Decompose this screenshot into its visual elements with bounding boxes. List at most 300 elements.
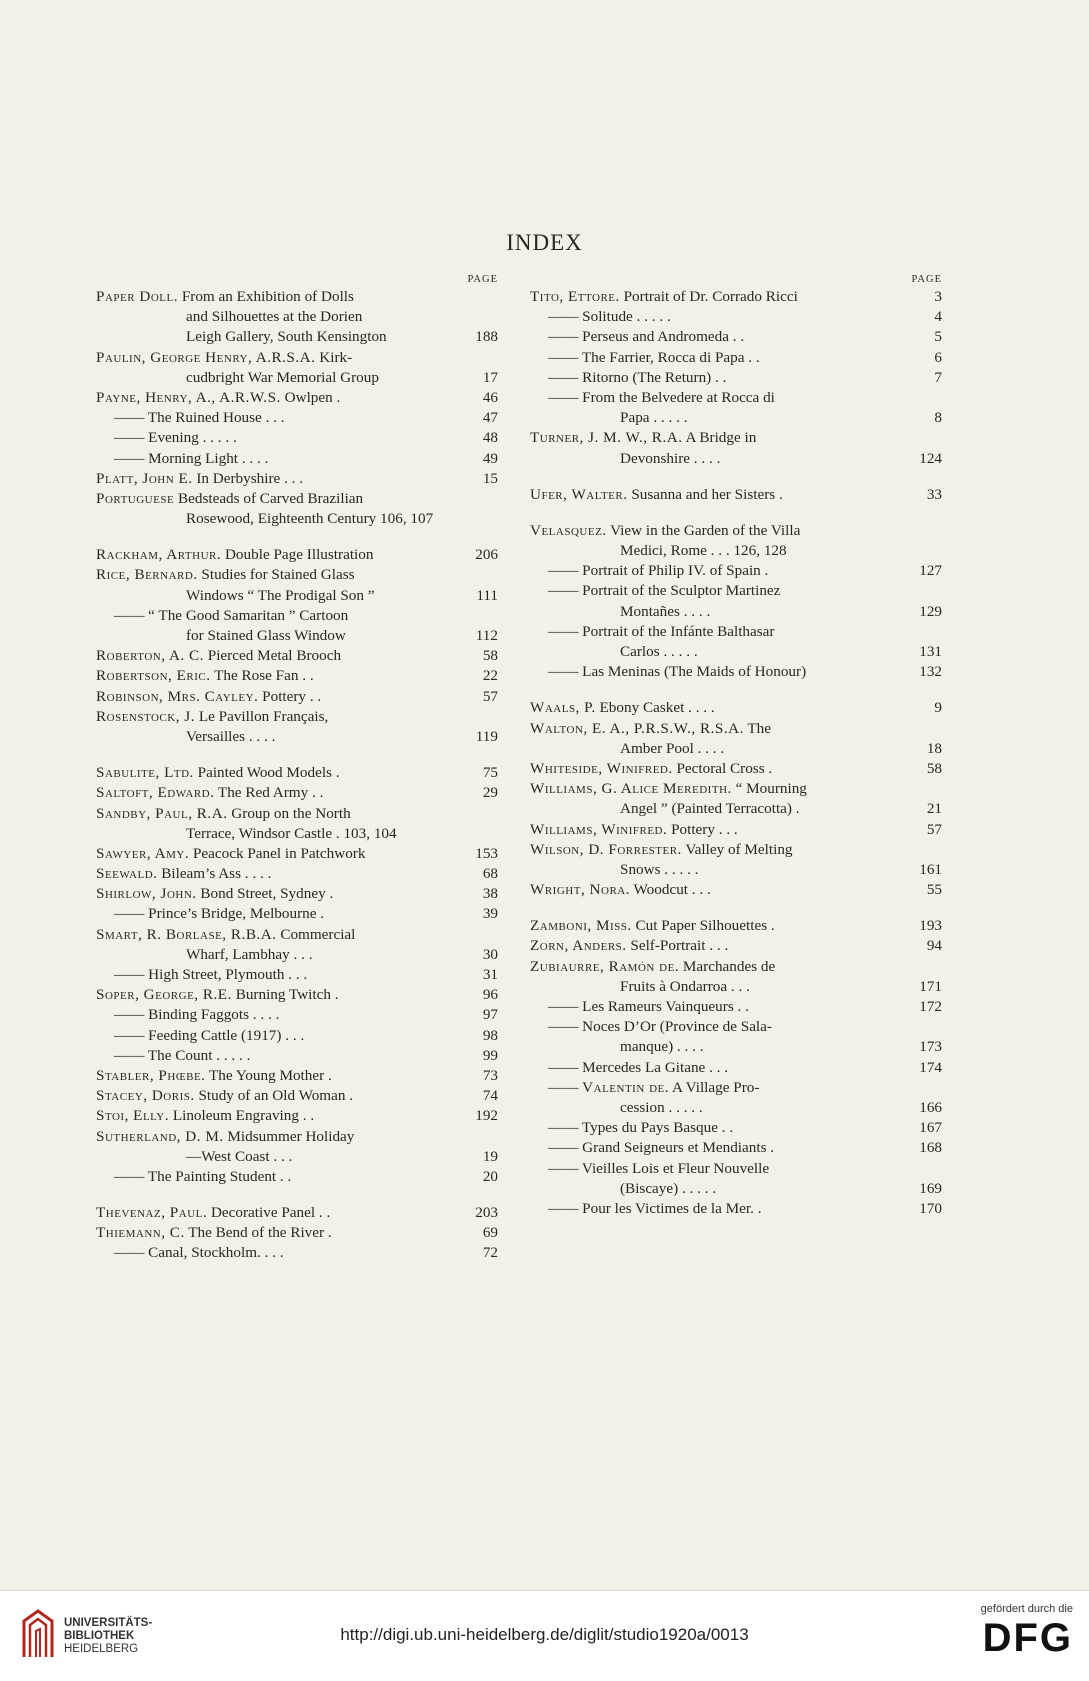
entry-text: Portuguese Bedsteads of Carved Brazilian	[96, 489, 364, 507]
entry-text: Montañes . . . .	[620, 602, 711, 620]
index-entry-line	[530, 840, 942, 860]
index-entry	[530, 840, 942, 880]
index-entry	[96, 287, 498, 348]
index-entry	[530, 957, 942, 997]
index-entry-line	[530, 820, 942, 840]
page-number: 22	[482, 667, 498, 685]
index-entry-line	[530, 1118, 942, 1138]
index-entry	[96, 408, 498, 428]
index-entry-line	[530, 1199, 942, 1219]
entry-text: —— The Farrier, Rocca di Papa . .	[548, 348, 760, 366]
index-entry-line	[96, 1127, 498, 1147]
page-number: 188	[475, 328, 498, 346]
index-entry-line	[530, 719, 942, 739]
index-entry	[530, 561, 942, 581]
entry-text: Williams, G. Alice Meredith. “ Mourning	[530, 780, 807, 798]
section-gap	[96, 1187, 498, 1203]
index-entry	[96, 348, 498, 388]
index-entry	[96, 646, 498, 666]
page-number: 21	[926, 800, 942, 818]
entry-text: —— Ritorno (The Return) . .	[548, 368, 727, 386]
entry-text: Payne, Henry, A., A.R.W.S. Owlpen .	[96, 388, 341, 406]
page-number: 173	[919, 1038, 942, 1056]
index-entry-line	[96, 727, 498, 747]
page-number: 192	[475, 1107, 498, 1125]
entry-text: and Silhouettes at the Dorien	[186, 308, 363, 326]
entry-text: Waals, P. Ebony Casket . . . .	[530, 699, 715, 717]
index-entry	[96, 864, 498, 884]
page-number: 75	[482, 764, 498, 782]
entry-text: —— Valentin de. A Village Pro-	[548, 1078, 760, 1096]
page-number: 58	[926, 759, 942, 777]
index-entry-line	[96, 1026, 498, 1046]
entry-text: Rosenstock, J. Le Pavillon Français,	[96, 707, 329, 725]
index-entry-line	[96, 707, 498, 727]
page-number: 15	[482, 469, 498, 487]
index-entry-line	[530, 1179, 942, 1199]
page-number: 99	[482, 1046, 498, 1064]
entry-text: Paper Doll. From an Exhibition of Dolls	[96, 288, 354, 305]
page-number: 193	[919, 917, 942, 935]
page-title: INDEX	[506, 230, 583, 255]
index-entry-line	[96, 509, 498, 529]
index-entry-line	[96, 327, 498, 347]
page-number: 20	[482, 1167, 498, 1185]
entry-text: Williams, Winifred. Pottery . . .	[530, 820, 738, 838]
index-entry	[530, 348, 942, 368]
index-entry-line	[96, 884, 498, 904]
index-entry-line	[530, 1058, 942, 1078]
section-gap	[96, 747, 498, 763]
entry-text: —— Binding Faggots . . . .	[114, 1006, 280, 1024]
entry-text: —— Pour les Victimes de la Mer. .	[548, 1199, 762, 1217]
entry-text: Wharf, Lambhay . . .	[186, 945, 313, 963]
index-entry-line	[96, 1046, 498, 1066]
entry-text: Soper, George, R.E. Burning Twitch .	[96, 986, 339, 1004]
index-entry	[96, 469, 498, 489]
entry-text: Wright, Nora. Woodcut . . .	[530, 881, 711, 899]
page-number: 31	[482, 966, 498, 983]
entry-text: —— Morning Light . . . .	[114, 449, 269, 467]
entry-text: Whiteside, Winifred. Pectoral Cross .	[530, 759, 773, 777]
index-entry-line	[530, 541, 942, 561]
page-number: 97	[482, 1006, 498, 1024]
entry-text: Tito, Ettore. Portrait of Dr. Corrado Ricci	[530, 288, 798, 305]
entry-text: —— Canal, Stockholm. . . .	[114, 1244, 284, 1262]
index-entry-line	[96, 348, 498, 368]
page-number: 57	[926, 820, 942, 838]
index-entry	[530, 779, 942, 819]
entry-text: —— The Painting Student . .	[114, 1167, 292, 1185]
page-number: 47	[482, 409, 498, 427]
index-entry-line	[96, 1106, 498, 1126]
section-gap	[530, 900, 942, 916]
entry-text: Rice, Bernard. Studies for Stained Glass	[96, 566, 355, 584]
index-entry-line	[530, 759, 942, 779]
entry-text: Robinson, Mrs. Cayley. Pottery . .	[96, 687, 322, 705]
index-entry	[96, 1086, 498, 1106]
index-entry	[530, 698, 942, 718]
index-entry-line	[96, 545, 498, 565]
index-entry-line	[530, 602, 942, 622]
index-entry-line	[530, 307, 942, 327]
page-number: 169	[919, 1179, 942, 1197]
section-gap	[530, 505, 942, 521]
index-entry-line	[96, 388, 498, 408]
index-entry-line	[96, 368, 498, 388]
index-entry-line	[530, 1017, 942, 1037]
index-entry	[530, 485, 942, 505]
page-number: 132	[919, 663, 942, 681]
logo-line-1: UNIVERSITÄTS-	[64, 1617, 153, 1629]
page-number: 206	[475, 546, 498, 564]
index-entry-line	[96, 965, 498, 985]
entry-text: —— Prince’s Bridge, Melbourne .	[114, 905, 325, 923]
entry-text: Carlos . . . . .	[620, 643, 698, 660]
entry-text: Rackham, Arthur. Double Page Illustration	[96, 546, 374, 564]
index-entry-line	[530, 880, 942, 900]
index-entry-line	[96, 606, 498, 626]
index-entry-line	[530, 485, 942, 505]
entry-text: —— Solitude . . . . .	[548, 308, 671, 326]
dfg-logo[interactable]	[953, 1603, 1073, 1673]
page-number: 98	[482, 1026, 498, 1044]
index-entry-line	[530, 348, 942, 368]
index-entry	[96, 707, 498, 747]
index-column-left	[96, 273, 498, 1264]
funder-name: DFG	[982, 1616, 1073, 1660]
index-entry-line	[530, 997, 942, 1017]
entry-text: Stoi, Elly. Linoleum Engraving . .	[96, 1107, 315, 1125]
index-entry-line	[96, 449, 498, 469]
index-entry	[96, 428, 498, 448]
page-column-label: PAGE	[911, 274, 942, 285]
index-entry-line	[530, 368, 942, 388]
logo-line-2: BIBLIOTHEK	[64, 1630, 135, 1642]
section-gap	[530, 469, 942, 485]
index-entry-line	[96, 824, 498, 844]
page-number: 203	[475, 1204, 498, 1222]
index-column-right	[530, 273, 942, 1219]
entry-text: —— Portrait of the Sculptor Martinez	[548, 582, 781, 600]
index-entry-line	[96, 804, 498, 824]
page-number: 161	[919, 860, 942, 878]
index-entry-line	[96, 1147, 498, 1167]
index-entry-line	[530, 739, 942, 759]
index-entry-line	[96, 783, 498, 803]
left-entries	[96, 287, 498, 1264]
entry-text: —— Vieilles Lois et Fleur Nouvelle	[548, 1159, 770, 1177]
entry-text: Versailles . . . .	[186, 727, 276, 745]
entry-text: Paulin, George Henry, A.R.S.A. Kirk-	[96, 348, 353, 366]
entry-text: —— Perseus and Andromeda . .	[548, 328, 745, 346]
index-entry-line	[530, 561, 942, 581]
index-entry	[530, 936, 942, 956]
index-entry	[96, 904, 498, 924]
index-entry	[96, 565, 498, 605]
entry-text: Thiemann, C. The Bend of the River .	[96, 1224, 332, 1242]
index-entry-line	[530, 388, 942, 408]
index-entry	[530, 880, 942, 900]
page-number: 29	[482, 784, 498, 802]
index-entry	[96, 804, 498, 844]
page-number: 68	[482, 865, 498, 883]
index-entry-line	[530, 779, 942, 799]
index-entry-line	[530, 916, 942, 936]
index-entry-line	[96, 469, 498, 489]
page-number: 119	[475, 727, 498, 745]
index-entry-line	[96, 687, 498, 707]
permalink-url[interactable]: http://digi.ub.uni-heidelberg.de/diglit/studio1920a/0013	[340, 1625, 749, 1644]
entry-text: —— High Street, Plymouth . . .	[114, 966, 308, 983]
page-number: 7	[934, 368, 942, 386]
entry-text: manque) . . . .	[620, 1038, 704, 1056]
index-entry-line	[96, 408, 498, 428]
entry-text: for Stained Glass Window	[186, 627, 346, 644]
index-entry-line	[530, 449, 942, 469]
page-number: 172	[919, 998, 942, 1015]
funder-caption: gefördert durch die	[980, 1603, 1073, 1615]
index-entry-line	[96, 864, 498, 884]
entry-text: Leigh Gallery, South Kensington	[186, 328, 387, 346]
index-entry-line	[530, 957, 942, 977]
section-gap	[530, 682, 942, 698]
index-entry-line	[530, 799, 942, 819]
index-entry	[530, 1138, 942, 1158]
entry-text: Medici, Rome . . . 126, 128	[620, 542, 787, 560]
right-entries	[530, 287, 942, 1219]
index-entry	[530, 1159, 942, 1199]
index-entry	[530, 1199, 942, 1219]
index-entry	[96, 687, 498, 707]
entry-text: Rosewood, Eighteenth Century 106, 107	[186, 510, 434, 528]
entry-text: Angel ” (Painted Terracotta) .	[620, 800, 800, 818]
index-entry-line	[96, 565, 498, 585]
page-number: 46	[482, 388, 498, 406]
index-entry	[530, 307, 942, 327]
index-entry	[96, 489, 498, 529]
index-entry	[530, 521, 942, 561]
entry-text: —— Mercedes La Gitane . . .	[548, 1058, 729, 1076]
entry-text: Seewald. Bileam’s Ass . . . .	[96, 865, 272, 883]
page-number: 94	[926, 937, 942, 955]
index-entry	[96, 985, 498, 1005]
page-number: 74	[482, 1087, 498, 1105]
index-entry-line	[96, 1066, 498, 1086]
entry-text: —— The Count . . . . .	[114, 1046, 251, 1064]
index-entry	[530, 1078, 942, 1118]
index-entry	[96, 1243, 498, 1263]
entry-text: Roberton, A. C. Pierced Metal Brooch	[96, 647, 342, 665]
entry-text: —— Evening . . . . .	[114, 429, 237, 447]
entry-text: Amber Pool . . . .	[620, 739, 725, 757]
index-entry	[96, 1066, 498, 1086]
index-entry	[96, 965, 498, 985]
entry-text: —— Portrait of the Infánte Balthasar	[548, 622, 775, 640]
page-number: 131	[919, 643, 942, 660]
index-entry-line	[530, 327, 942, 347]
page-number: 9	[934, 699, 942, 717]
index-entry-line	[96, 1243, 498, 1263]
index-entry-line	[530, 581, 942, 601]
index-entry-line	[530, 1159, 942, 1179]
page-number: 8	[934, 409, 942, 427]
entry-text: (Biscaye) . . . . .	[620, 1179, 717, 1197]
index-entry-line	[530, 408, 942, 428]
index-entry	[96, 1167, 498, 1187]
index-entry-line	[96, 489, 498, 509]
entry-text: —— Feeding Cattle (1917) . . .	[114, 1026, 305, 1044]
page-number: 167	[919, 1119, 942, 1137]
page-number: 96	[482, 986, 498, 1004]
page-number: 5	[934, 328, 942, 346]
index-entry-line	[96, 646, 498, 666]
index-entry	[530, 428, 942, 468]
entry-text: Stabler, Phœbe. The Young Mother .	[96, 1066, 332, 1084]
page-number: 112	[475, 627, 498, 644]
index-entry	[96, 1203, 498, 1223]
index-entry	[530, 287, 942, 307]
page-number: 111	[476, 586, 498, 604]
index-entry	[530, 388, 942, 428]
entry-text: —— Les Rameurs Vainqueurs . .	[548, 998, 749, 1015]
index-entry-line	[96, 287, 498, 307]
index-entry-line	[96, 925, 498, 945]
page-number: 19	[482, 1147, 498, 1165]
index-entry-line	[96, 1167, 498, 1187]
index-entry	[96, 545, 498, 565]
index-entry	[96, 783, 498, 803]
entry-text: —West Coast . . .	[186, 1147, 293, 1165]
index-entry-line	[530, 698, 942, 718]
index-entry	[530, 1017, 942, 1057]
section-gap	[96, 529, 498, 545]
entry-text: —— Grand Seigneurs et Mendiants .	[548, 1139, 775, 1157]
index-entry	[96, 1106, 498, 1126]
entry-text: Snows . . . . .	[620, 860, 699, 878]
entry-text: cession . . . . .	[620, 1098, 703, 1116]
page-number: 39	[482, 905, 498, 923]
page-number: 17	[482, 368, 498, 386]
page-number: 168	[919, 1139, 942, 1157]
page-number: 69	[482, 1224, 498, 1242]
entry-text: Velasquez. View in the Garden of the Villa	[530, 521, 801, 539]
index-entry-line	[96, 1203, 498, 1223]
index-entry	[96, 1026, 498, 1046]
entry-text: Thevenaz, Paul. Decorative Panel . .	[96, 1204, 331, 1222]
page-number: 3	[934, 288, 942, 305]
page-number: 18	[926, 739, 942, 757]
index-entry-line	[96, 586, 498, 606]
index-entry	[530, 997, 942, 1017]
page-number: 127	[919, 562, 942, 580]
index-entry-line	[530, 1138, 942, 1158]
index-entry	[96, 763, 498, 783]
logo-line-3: HEIDELBERG	[64, 1643, 139, 1655]
index-entry	[96, 844, 498, 864]
entry-text: Fruits à Ondarroa . . .	[620, 977, 750, 995]
entry-text: Zorn, Anders. Self-Portrait . . .	[530, 937, 729, 955]
entry-text: —— Noces D’Or (Province de Sala-	[548, 1018, 772, 1036]
entry-text: Zubiaurre, Ramón de. Marchandes de	[530, 957, 776, 975]
index-entry-line	[530, 1098, 942, 1118]
index-entry	[530, 581, 942, 621]
index-entry-line	[530, 1078, 942, 1098]
entry-text: Devonshire . . . .	[620, 449, 721, 467]
index-entry	[96, 1046, 498, 1066]
entry-text: —— “ The Good Samaritan ” Cartoon	[114, 606, 349, 624]
page-number: 72	[482, 1244, 498, 1262]
entry-text: —— Las Meninas (The Maids of Honour)	[548, 663, 807, 681]
index-entry-line	[530, 662, 942, 682]
index-entry-line	[96, 666, 498, 686]
entry-text: Sabulite, Ltd. Painted Wood Models .	[96, 764, 340, 782]
index-entry	[96, 666, 498, 686]
entry-text: —— From the Belvedere at Rocca di	[548, 388, 775, 406]
index-entry-line	[96, 428, 498, 448]
entry-text: Stacey, Doris. Study of an Old Woman .	[96, 1087, 354, 1105]
index-entry-line	[96, 985, 498, 1005]
entry-text: Saltoft, Edward. The Red Army . .	[96, 784, 324, 802]
page-column-label: PAGE	[467, 274, 498, 285]
index-entry-line	[530, 1037, 942, 1057]
index-entry	[96, 449, 498, 469]
entry-text: Windows “ The Prodigal Son ”	[186, 586, 375, 604]
index-entry-line	[530, 287, 942, 307]
page-number: 33	[926, 485, 942, 503]
index-entry-line	[96, 763, 498, 783]
page-number: 124	[919, 449, 942, 467]
index-entry-line	[96, 626, 498, 646]
entry-text: Platt, John E. In Derbyshire . . .	[96, 469, 304, 487]
page-number: 49	[482, 449, 498, 467]
page-number: 129	[919, 602, 942, 620]
index-entry-line	[530, 428, 942, 448]
footer-bar	[0, 1590, 1089, 1681]
index-entry-line	[530, 977, 942, 997]
entry-text: Walton, E. A., P.R.S.W., R.S.A. The	[530, 719, 772, 737]
page-number: 48	[482, 429, 498, 447]
index-entry	[530, 916, 942, 936]
page-number: 4	[934, 308, 942, 326]
page-number: 73	[482, 1066, 498, 1084]
index-entry-line	[96, 945, 498, 965]
index-entry	[530, 759, 942, 779]
index-entry	[96, 1127, 498, 1167]
entry-text: cudbright War Memorial Group	[186, 368, 379, 386]
entry-text: —— Types du Pays Basque . .	[548, 1119, 734, 1137]
index-entry	[96, 1223, 498, 1243]
index-entry-line	[530, 642, 942, 662]
index-entry	[530, 1058, 942, 1078]
index-entry-line	[530, 622, 942, 642]
entry-text: Smart, R. Borlase, R.B.A. Commercial	[96, 925, 356, 943]
index-entry-line	[96, 904, 498, 924]
entry-text: Terrace, Windsor Castle . 103, 104	[186, 824, 397, 842]
entry-text: Zamboni, Miss. Cut Paper Silhouettes .	[530, 917, 775, 935]
entry-text: —— The Ruined House . . .	[114, 409, 285, 427]
index-entry-line	[530, 860, 942, 880]
page-number: 174	[919, 1058, 942, 1076]
page-number: 55	[926, 881, 942, 899]
index-entry	[530, 622, 942, 662]
index-entry-line	[96, 844, 498, 864]
page-number: 153	[475, 844, 498, 862]
entry-text: —— Portrait of Philip IV. of Spain .	[548, 562, 769, 580]
index-entry	[96, 388, 498, 408]
page-number: 6	[934, 348, 942, 366]
index-entry	[96, 925, 498, 965]
